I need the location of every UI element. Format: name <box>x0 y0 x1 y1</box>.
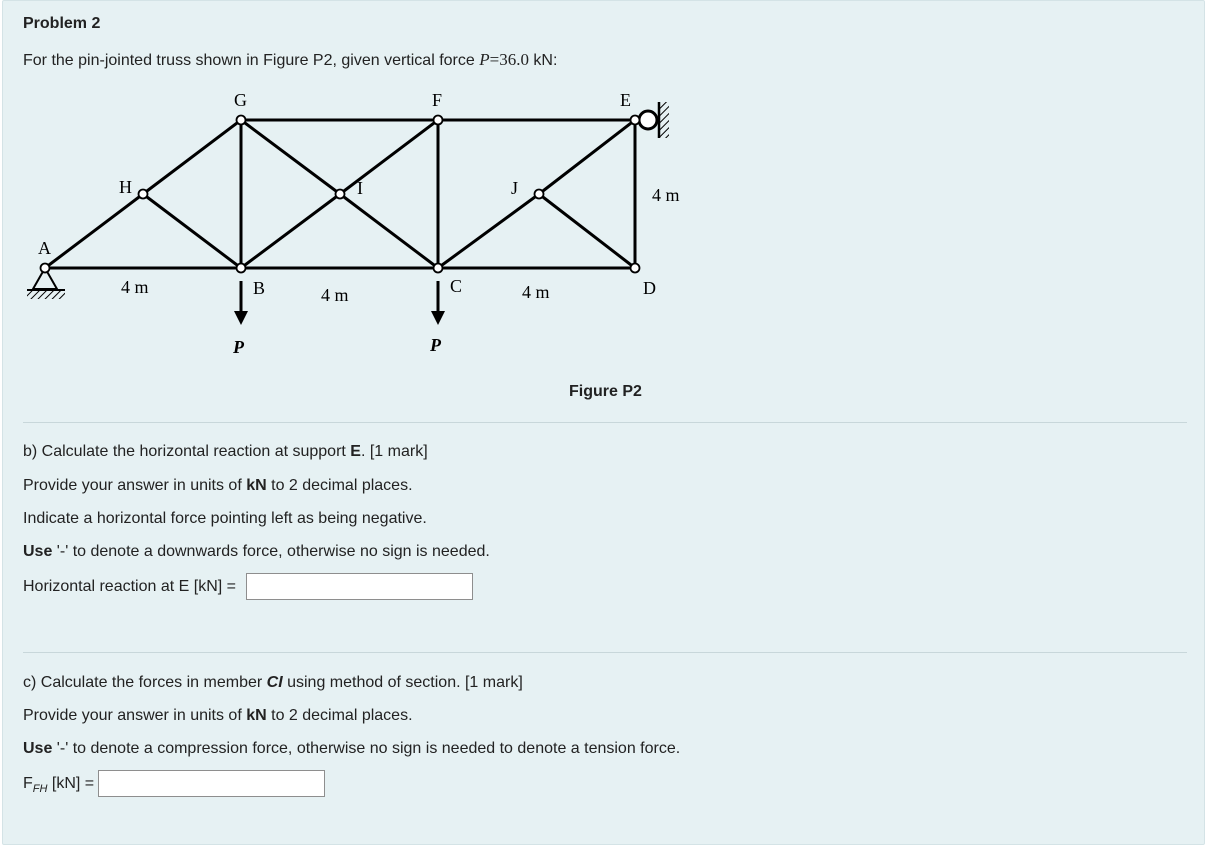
dimension-label-CD: 4 m <box>522 282 550 302</box>
member-JE <box>539 120 635 194</box>
force-symbol: F <box>23 775 33 792</box>
joint-F <box>434 116 443 125</box>
question-panel <box>2 0 1205 845</box>
force-value: =36.0 <box>489 50 529 69</box>
units-text: Provide your answer in units of <box>23 477 247 494</box>
part-c-question <box>23 674 523 692</box>
force-symbol: P <box>479 50 490 69</box>
joint-E <box>631 116 640 125</box>
load-arrow-C <box>431 281 445 325</box>
units-text: Provide your answer in units of <box>23 707 247 724</box>
load-arrow-B <box>234 281 248 325</box>
member-JD <box>539 194 635 268</box>
part-c-use-note <box>23 740 680 758</box>
force-unit-label: [kN] = <box>47 775 95 792</box>
joint-A <box>41 264 50 273</box>
part-c-marks: using method of section. [1 mark] <box>282 674 523 691</box>
truss-figure <box>3 81 763 381</box>
part-b-text: b) Calculate the horizontal reaction at support <box>23 443 351 460</box>
dimension-label-height: 4 m <box>652 185 680 205</box>
member-BI <box>241 194 340 268</box>
member-IF <box>340 120 438 194</box>
divider <box>23 652 1187 653</box>
dimension-label-AB: 4 m <box>121 277 149 297</box>
member-HG <box>143 120 241 194</box>
divider <box>23 422 1187 423</box>
use-bold: Use <box>23 543 53 560</box>
part-b-use-note <box>23 543 490 561</box>
part-c-units <box>23 707 413 725</box>
member-GI <box>241 120 340 194</box>
node-label-F: F <box>432 90 443 110</box>
part-b-sign-note: Indicate a horizontal force pointing left as being negative. <box>23 510 427 527</box>
units-bold: kN <box>246 707 267 724</box>
joint-D <box>631 264 640 273</box>
figure-caption: Figure P2 <box>569 383 642 400</box>
part-c-text: c) Calculate the forces in member <box>23 674 267 691</box>
node-label-C: C <box>450 276 463 296</box>
node-label-J: J <box>511 178 519 198</box>
member-IC <box>340 194 438 268</box>
problem-intro <box>23 50 557 70</box>
part-b-question <box>23 443 428 461</box>
units-suffix: to 2 decimal places. <box>266 477 413 494</box>
units-bold: kN <box>246 477 267 494</box>
load-label-C: P <box>430 335 441 355</box>
node-label-I: I <box>357 178 363 198</box>
node-label-E: E <box>620 90 631 110</box>
dimension-label-BC: 4 m <box>321 285 349 305</box>
node-label-G: G <box>234 90 247 110</box>
node-label-B: B <box>253 278 266 298</box>
part-b-units <box>23 477 413 495</box>
joint-H <box>139 190 148 199</box>
member-AH <box>45 194 143 268</box>
units-suffix: to 2 decimal places. <box>266 707 413 724</box>
horizontal-reaction-input[interactable] <box>246 573 473 600</box>
intro-text: For the pin-jointed truss shown in Figure P2, given vertical force <box>23 52 480 69</box>
force-unit: kN: <box>528 52 558 69</box>
force-subscript: FH <box>32 783 48 796</box>
joint-G <box>237 116 246 125</box>
joint-I <box>336 190 345 199</box>
node-label-H: H <box>119 177 132 197</box>
node-label-A: A <box>38 238 51 258</box>
member-force-label <box>23 775 94 795</box>
member-force-input[interactable] <box>98 770 325 797</box>
joint-B <box>237 264 246 273</box>
use-text: '-' to denote a compression force, otherwise no sign is needed to denote a tension force. <box>52 740 681 757</box>
member-HB <box>143 194 241 268</box>
use-bold: Use <box>23 740 53 757</box>
joint-J <box>535 190 544 199</box>
joint-C <box>434 264 443 273</box>
member-label: CI <box>266 674 283 691</box>
part-b-marks: . [1 mark] <box>360 443 428 460</box>
use-text: '-' to denote a downwards force, otherwise no sign is needed. <box>52 543 490 560</box>
problem-title: Problem 2 <box>23 15 101 32</box>
horizontal-reaction-label: Horizontal reaction at E [kN] = <box>23 578 236 595</box>
roller-support-E <box>639 102 669 138</box>
load-label-B: P <box>233 337 244 357</box>
node-label-D: D <box>643 278 656 298</box>
support-label: E <box>350 443 361 460</box>
member-CJ <box>438 194 539 268</box>
